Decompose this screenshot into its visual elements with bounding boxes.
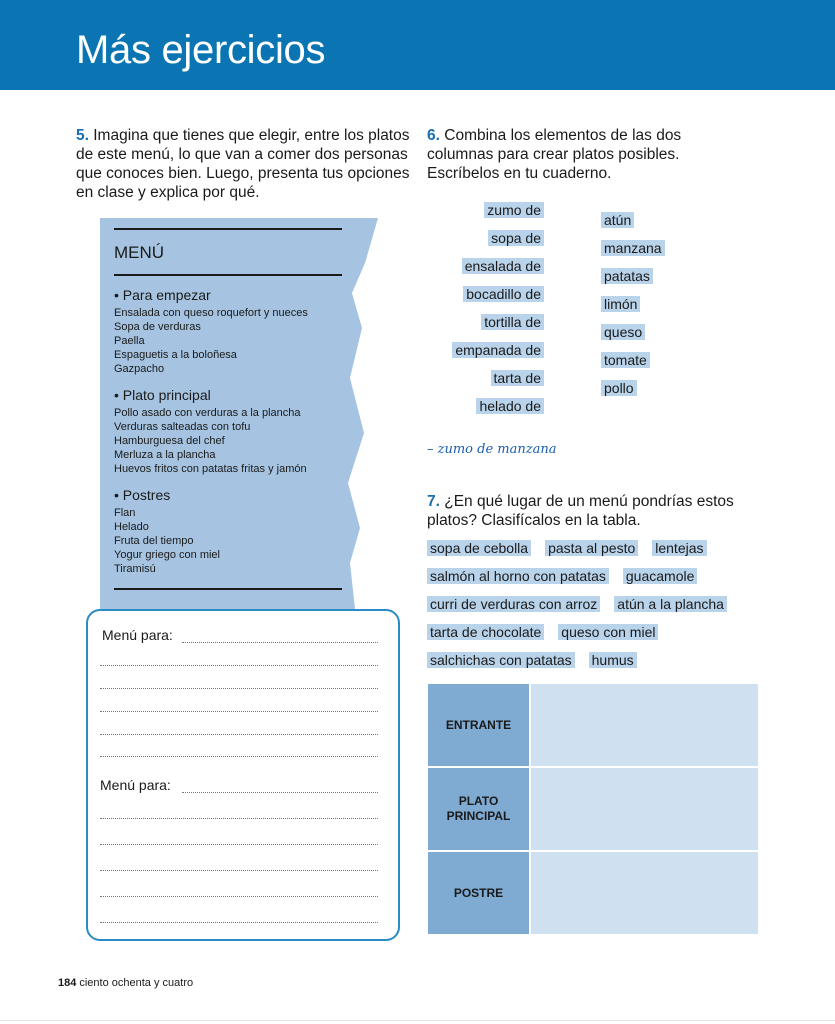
- page-number-text: ciento ochenta y cuatro: [79, 977, 194, 989]
- answer-line[interactable]: [100, 922, 378, 923]
- answer-line[interactable]: [182, 642, 378, 643]
- menu-item: Espaguetis a la boloñesa: [114, 349, 237, 361]
- combine-left-item: tortilla de: [481, 314, 544, 330]
- table-category-label: PLATO PRINCIPAL: [428, 768, 529, 850]
- combine-right-item: pollo: [601, 380, 637, 396]
- menu-item: Merluza a la plancha: [114, 449, 216, 461]
- answer-line[interactable]: [100, 844, 378, 845]
- menu-item: Yogur griego con miel: [114, 549, 220, 561]
- combine-example: – zumo de manzana: [427, 442, 557, 457]
- footer-divider: [0, 1020, 835, 1021]
- menu-item: Helado: [114, 521, 149, 533]
- menu-title-rule: [114, 274, 342, 276]
- table-category-label: POSTRE: [428, 852, 529, 934]
- answer-line[interactable]: [182, 792, 378, 793]
- answer-line[interactable]: [100, 870, 378, 871]
- answer-line[interactable]: [100, 688, 378, 689]
- table-row: [428, 852, 758, 934]
- dish-chip: queso con miel: [558, 624, 658, 640]
- menu-bottom-rule: [114, 588, 342, 590]
- menu-title: MENÚ: [114, 243, 165, 262]
- combine-right-item: limón: [601, 296, 640, 312]
- menu-item: Fruta del tiempo: [114, 535, 194, 547]
- page-number: 184: [58, 977, 77, 989]
- menu-top-rule: [114, 228, 342, 230]
- exercise-5-text: Imagina que tienes que elegir, entre los platos de este menú, lo que van a comer dos personas que conoces bien. Luego, presenta tus opciones en clase y explica por qué.: [76, 127, 410, 201]
- table-row: [428, 684, 758, 766]
- table-category-label: ENTRANTE: [428, 684, 529, 766]
- dish-chip: humus: [589, 652, 637, 668]
- dish-chip-row: [427, 624, 767, 652]
- exercise-7-number: 7.: [427, 493, 440, 510]
- combine-left-item: zumo de: [484, 202, 544, 218]
- menu-section-title: • Para empezar: [114, 287, 211, 303]
- combine-right-column: [601, 212, 665, 408]
- menu-item: Tiramisú: [114, 563, 156, 575]
- answer-line[interactable]: [100, 711, 378, 712]
- dish-chip: lentejas: [652, 540, 706, 556]
- dish-chip: salmón al horno con patatas: [427, 568, 609, 584]
- combine-right-item: tomate: [601, 352, 650, 368]
- dish-chip: sopa de cebolla: [427, 540, 531, 556]
- menu-section-title: • Postres: [114, 487, 171, 503]
- combine-right-item: queso: [601, 324, 645, 340]
- answer-line[interactable]: [100, 665, 378, 666]
- exercise-6-number: 6.: [427, 127, 440, 144]
- combine-left-item: helado de: [476, 398, 544, 414]
- exercise-7-instructions: [427, 492, 767, 530]
- dish-chip: tarta de chocolate: [427, 624, 544, 640]
- menu-card: [100, 218, 380, 618]
- dish-chips: [427, 540, 767, 680]
- menu-item: Ensalada con queso roquefort y nueces: [114, 307, 308, 319]
- menu-item: Sopa de verduras: [114, 321, 201, 333]
- menu-item: Hamburguesa del chef: [114, 435, 225, 447]
- exercise-5-instructions: [76, 126, 411, 202]
- dish-chip: atún a la plancha: [614, 596, 727, 612]
- answer-line[interactable]: [100, 734, 378, 735]
- combine-left-item: tarta de: [491, 370, 544, 386]
- combine-left-column: [430, 202, 544, 426]
- menu-item: Paella: [114, 335, 145, 347]
- menu-item: Huevos fritos con patatas fritas y jamón: [114, 463, 307, 475]
- answer-line[interactable]: [100, 896, 378, 897]
- menu-item: Verduras salteadas con tofu: [114, 421, 251, 433]
- combine-right-item: atún: [601, 212, 634, 228]
- page-header: [0, 0, 835, 90]
- combine-right-item: manzana: [601, 240, 665, 256]
- combine-left-item: bocadillo de: [463, 286, 544, 302]
- menu-item: Pollo asado con verduras a la plancha: [114, 407, 301, 419]
- answer-label-2: Menú para:: [100, 777, 171, 793]
- table-answer-cell[interactable]: [531, 852, 758, 934]
- classification-table: [428, 684, 758, 936]
- answer-line[interactable]: [100, 818, 378, 819]
- exercise-5-number: 5.: [76, 127, 89, 144]
- menu-item: Flan: [114, 507, 136, 519]
- combine-left-item: sopa de: [488, 230, 544, 246]
- table-answer-cell[interactable]: [531, 684, 758, 766]
- dish-chip: pasta al pesto: [545, 540, 638, 556]
- exercise-6-text: Combina los elementos de las dos columnas para crear platos posibles. Escríbelos en tu cuaderno.: [427, 127, 682, 182]
- page-footer: [58, 977, 193, 989]
- combine-left-item: empanada de: [452, 342, 544, 358]
- exercise-6-instructions: [427, 126, 747, 183]
- dish-chip: salchichas con patatas: [427, 652, 575, 668]
- dish-chip-row: [427, 568, 767, 596]
- menu-section-title: • Plato principal: [114, 387, 211, 403]
- dish-chip-row: [427, 540, 767, 568]
- dish-chip: curri de verduras con arroz: [427, 596, 600, 612]
- dish-chip-row: [427, 596, 767, 624]
- exercise-7-text: ¿En qué lugar de un menú pondrías estos platos? Clasifícalos en la tabla.: [427, 493, 734, 529]
- combine-right-item: patatas: [601, 268, 653, 284]
- dish-chip-row: [427, 652, 767, 680]
- answer-line[interactable]: [100, 756, 378, 757]
- table-row: [428, 768, 758, 850]
- combine-left-item: ensalada de: [462, 258, 544, 274]
- answer-box: [86, 609, 400, 941]
- menu-item: Gazpacho: [114, 363, 165, 375]
- answer-label-1: Menú para:: [102, 627, 173, 643]
- page-title: Más ejercicios: [76, 28, 326, 72]
- dish-chip: guacamole: [623, 568, 698, 584]
- table-answer-cell[interactable]: [531, 768, 758, 850]
